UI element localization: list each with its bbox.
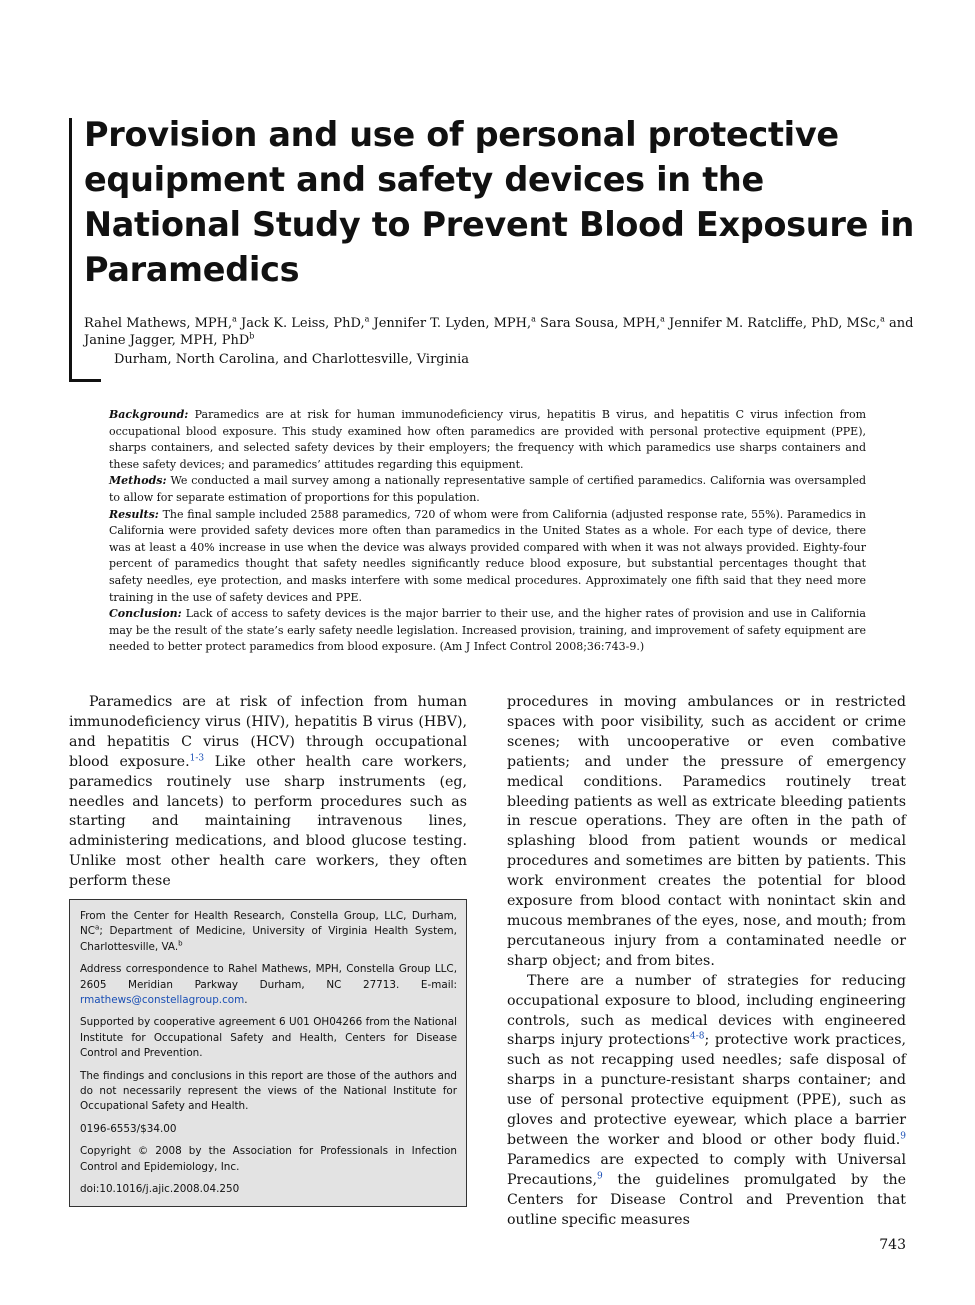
- body-text: the guidelines promulgated by the Centers for Disease Control and Prevention that outline specific measures: [507, 1171, 906, 1228]
- abstract-methods-text: We conducted a mail survey among a nationally representative sample of certified paramedics. California was oversampled to allow for separate estimation of proportions for this population.: [109, 474, 866, 504]
- abstract-results: [109, 507, 866, 607]
- author: Jennifer M. Ratcliffe, PhD, MSc,: [664, 316, 881, 331]
- affiliation-note: [80, 909, 457, 955]
- author-affiliation-mark: a: [880, 314, 885, 324]
- article-info-box: [69, 899, 467, 1207]
- abstract-background-label: Background:: [109, 408, 189, 421]
- author: Rahel Mathews, MPH,: [84, 316, 233, 331]
- author: and Janine Jagger, MPH, PhD: [84, 316, 914, 348]
- email-link[interactable]: rmathews@constellagroup.com: [80, 994, 245, 1007]
- body-text: Paramedics are at risk of infection from human immunodeficiency virus (HIV), hepatitis B virus (HBV), and hepatitis C virus (HCV) through occupational blood exposure.: [69, 694, 467, 770]
- correspondence-note: [80, 962, 457, 1008]
- body-paragraph: [69, 693, 467, 892]
- citation-link[interactable]: 9: [596, 1171, 603, 1182]
- issn-note: 0196-6553/$34.00: [80, 1122, 177, 1135]
- affiliation-text: From the Center for Health Research, Constella Group, LLC, Durham, NC: [80, 910, 457, 938]
- body-text: ; protective work practices, such as not recapping used needles; safe disposal of sharps in a puncture-resistant sharps container; and use of personal protective equipment (PPE), such as gloves and protective eyewear, which place a barrier between the worker and blood or other body fluid.: [507, 1032, 906, 1148]
- abstract-conclusion: [109, 606, 866, 656]
- copyright-note: Copyright © 2008 by the Association for Professionals in Infection Control and Epidemiology, Inc.: [80, 1145, 457, 1173]
- author-affiliation-mark: a: [232, 314, 237, 324]
- affiliation-mark: b: [178, 939, 183, 948]
- author: Jennifer T. Lyden, MPH,: [369, 316, 532, 331]
- funding-note: Supported by cooperative agreement 6 U01 OH04266 from the National Institute for Occupational Safety and Health, Centers for Disease Control and Prevention.: [80, 1016, 457, 1060]
- abstract-conclusion-label: Conclusion:: [109, 607, 182, 621]
- body-text: There are a number of strategies for reducing occupational exposure to blood, including engineering controls, such as medical devices with engineered sharps injury protections: [507, 972, 906, 1049]
- author: Jack K. Leiss, PhD,: [236, 316, 365, 331]
- abstract-background-text: Paramedics are at risk for human immunodeficiency virus, hepatitis B virus, and hepatitis C virus infection from occupational blood exposure. This study examined how often paramedics are provided with personal protective equipment (PPE), sharps containers, and selected safety devices by their employers; the frequency with which paramedics use sharps containers and these safety devices; and paramedics’ attitudes regarding this equipment.: [109, 408, 866, 471]
- citation-link[interactable]: 1-3: [189, 752, 205, 763]
- body-paragraph: procedures in moving ambulances or in restricted spaces with poor visibility, such as accident or crime scenes; with uncooperative or even combative patients; and under the pressure of emergency medical conditions. Paramedics routinely treat bleeding patients as well as extricate bleeding patients in rescue operations. They are often in the path of splashing blood from patient wounds or medical procedures and sometimes are bitten by patients. This work environment creates the potential for blood exposure from blood contact with nonintact skin and mucous membranes of the eyes, nose, and mouth; from percutaneous injury from a contaminated needle or sharp object; and from bites.: [507, 694, 906, 969]
- abstract-conclusion-text: Lack of access to safety devices is the major barrier to their use, and the higher rates of provision and use in California may be the result of the state’s early safety needle legislation. Increased provision, training, and improvement of safety equipment are needed to better protect paramedics from blood exposure. (Am J Infect Control 2008;36:743-9.): [109, 607, 866, 654]
- citation-link[interactable]: 9: [900, 1131, 906, 1142]
- body-column-left: [69, 693, 467, 892]
- author-affiliation-mark: a: [660, 314, 665, 324]
- doi-note: doi:10.1016/j.ajic.2008.04.250: [80, 1183, 240, 1196]
- author-affiliation-mark: b: [249, 331, 255, 341]
- author: Sara Sousa, MPH,: [535, 316, 661, 331]
- abstract-background: [109, 407, 866, 473]
- body-paragraph: [507, 972, 906, 1231]
- affiliation-mark: a: [95, 923, 100, 932]
- affiliation-text: ; Department of Medicine, University of Virginia Health System, Charlottesville, VA.: [80, 925, 457, 953]
- disclaimer-note: The findings and conclusions in this report are those of the authors and do not necessarily represent the views of the National Institute for Occupational Safety and Health.: [80, 1069, 457, 1113]
- article-title: Provision and use of personal protective equipment and safety devices in the National Study to Prevent Blood Exposure in Paramedics: [84, 115, 915, 289]
- abstract-methods: [109, 473, 866, 506]
- citation-link[interactable]: 4-8: [689, 1031, 705, 1042]
- affiliation-location: Durham, North Carolina, and Charlottesville, Virginia: [114, 352, 470, 367]
- abstract-results-label: Results:: [109, 507, 159, 521]
- body-text: Like other health care workers, paramedics routinely use sharp instruments (eg, needles and lancets) to perform procedures such as starting and maintaining intravenous lines, administering medications, and blood glucose testing. Unlike most other health care workers, they often perform these: [69, 753, 467, 890]
- author-list: [84, 315, 924, 349]
- author-affiliation-mark: a: [364, 314, 370, 324]
- body-text: Paramedics are expected to comply with Universal Precautions,: [507, 1151, 906, 1188]
- body-column-right: [507, 693, 906, 1230]
- author-affiliation-mark: a: [531, 314, 536, 324]
- correspondence-end: .: [244, 994, 248, 1007]
- correspondence-text: Address correspondence to Rahel Mathews, MPH, Constella Group LLC, 2605 Meridian Parkway Durham, NC 27713. E-mail:: [80, 963, 457, 991]
- abstract-methods-label: Methods:: [109, 474, 167, 488]
- abstract-results-text: The final sample included 2588 paramedics, 720 of whom were from California (adjusted response rate, 55%). Paramedics in California were provided safety devices more often than paramedics in the United States as a whole. For each type of device, there was at least a 40% increase in use when the device was always provided compared with when it was not always provided. Eighty-four percent of paramedics thought that safety needles significantly reduce blood exposure, but substantial percentages thought that safety needles, eye protection, and masks interfere with some medical procedures. Approximately one fifth said that they need more training in the use of safety devices and PPE.: [109, 507, 866, 604]
- page-number: 743: [879, 1237, 906, 1253]
- abstract: [109, 407, 866, 656]
